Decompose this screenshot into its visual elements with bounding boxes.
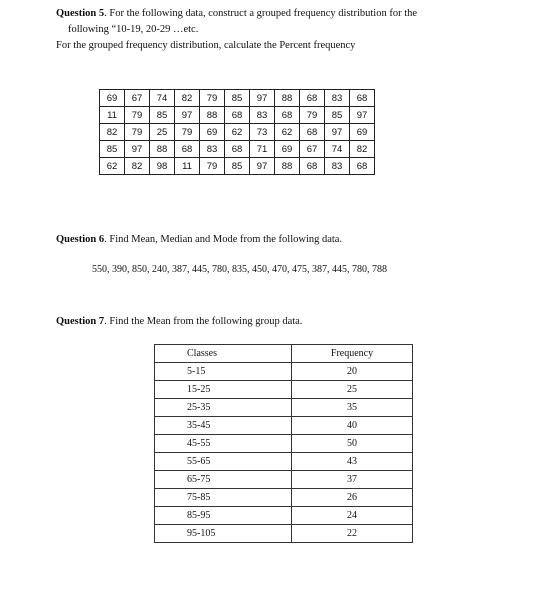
data-cell: 68 <box>300 124 325 141</box>
data-cell: 79 <box>300 107 325 124</box>
data-cell: 25 <box>150 124 175 141</box>
data-cell: 83 <box>325 90 350 107</box>
question-6-text: . Find Mean, Median and Mode from the following data. <box>104 234 343 245</box>
question-5-line2: following “10-19, 20-29 …etc. <box>68 24 199 35</box>
data-cell: 79 <box>175 124 200 141</box>
data-cell: 85 <box>325 107 350 124</box>
frequency-cell: 43 <box>292 453 413 471</box>
question-6-label: Question 6 <box>56 234 105 245</box>
question-5-block <box>56 6 526 54</box>
raw-data-table <box>99 89 375 175</box>
data-cell: 62 <box>100 158 125 175</box>
data-cell: 79 <box>125 107 150 124</box>
data-cell: 62 <box>225 124 250 141</box>
class-cell: 55-65 <box>155 453 292 471</box>
data-cell: 97 <box>250 90 275 107</box>
class-cell: 35-45 <box>155 417 292 435</box>
table-row <box>155 363 413 381</box>
data-cell: 68 <box>300 90 325 107</box>
table-header-row <box>155 345 413 363</box>
class-cell: 45-55 <box>155 435 292 453</box>
question-5-text: . For the following data, construct a grouped frequency distribution for the <box>104 8 418 19</box>
frequency-cell: 50 <box>292 435 413 453</box>
question-7-heading <box>56 315 302 329</box>
data-cell: 67 <box>125 90 150 107</box>
data-cell: 83 <box>325 158 350 175</box>
data-cell: 82 <box>175 90 200 107</box>
data-cell: 97 <box>175 107 200 124</box>
data-cell: 98 <box>150 158 175 175</box>
data-cell: 62 <box>275 124 300 141</box>
table-row <box>155 399 413 417</box>
data-cell: 82 <box>350 141 375 158</box>
data-cell: 68 <box>300 158 325 175</box>
question-7-label: Question 7 <box>56 316 105 327</box>
data-cell: 71 <box>250 141 275 158</box>
data-cell: 97 <box>325 124 350 141</box>
table-row <box>155 453 413 471</box>
class-cell: 75-85 <box>155 489 292 507</box>
class-cell: 5-15 <box>155 363 292 381</box>
frequency-cell: 22 <box>292 525 413 543</box>
table-row <box>100 124 375 141</box>
question-6-heading <box>56 233 342 247</box>
question-5-line3: For the grouped frequency distribution, calculate the Percent frequency <box>56 40 356 51</box>
data-cell: 82 <box>100 124 125 141</box>
data-cell: 85 <box>225 158 250 175</box>
table-row <box>100 158 375 175</box>
frequency-cell: 26 <box>292 489 413 507</box>
grouped-data-table <box>154 344 413 543</box>
data-cell: 68 <box>350 90 375 107</box>
data-cell: 74 <box>150 90 175 107</box>
table-row <box>100 107 375 124</box>
data-cell: 69 <box>275 141 300 158</box>
question-7-text: . Find the Mean from the following group data. <box>104 316 303 327</box>
data-cell: 69 <box>350 124 375 141</box>
class-cell: 15-25 <box>155 381 292 399</box>
data-cell: 68 <box>275 107 300 124</box>
data-cell: 79 <box>200 90 225 107</box>
data-cell: 68 <box>350 158 375 175</box>
data-cell: 69 <box>200 124 225 141</box>
frequency-cell: 24 <box>292 507 413 525</box>
classes-header: Classes <box>155 345 292 363</box>
data-cell: 67 <box>300 141 325 158</box>
data-cell: 73 <box>250 124 275 141</box>
table-row <box>155 507 413 525</box>
data-cell: 85 <box>225 90 250 107</box>
table-row <box>155 471 413 489</box>
frequency-cell: 40 <box>292 417 413 435</box>
data-cell: 79 <box>125 124 150 141</box>
data-cell: 68 <box>225 107 250 124</box>
class-cell: 25-35 <box>155 399 292 417</box>
data-cell: 97 <box>250 158 275 175</box>
data-cell: 74 <box>325 141 350 158</box>
frequency-cell: 37 <box>292 471 413 489</box>
data-cell: 69 <box>100 90 125 107</box>
data-cell: 83 <box>200 141 225 158</box>
frequency-cell: 20 <box>292 363 413 381</box>
table-row <box>155 381 413 399</box>
data-cell: 88 <box>275 90 300 107</box>
frequency-cell: 25 <box>292 381 413 399</box>
data-cell: 82 <box>125 158 150 175</box>
class-cell: 65-75 <box>155 471 292 489</box>
data-cell: 68 <box>225 141 250 158</box>
data-cell: 11 <box>175 158 200 175</box>
data-cell: 85 <box>100 141 125 158</box>
table-row <box>100 90 375 107</box>
data-cell: 97 <box>350 107 375 124</box>
data-cell: 68 <box>175 141 200 158</box>
data-cell: 88 <box>150 141 175 158</box>
table-row <box>155 489 413 507</box>
class-cell: 95-105 <box>155 525 292 543</box>
data-cell: 88 <box>275 158 300 175</box>
table-row <box>155 435 413 453</box>
table-row <box>155 525 413 543</box>
data-cell: 11 <box>100 107 125 124</box>
data-cell: 97 <box>125 141 150 158</box>
table-row <box>100 141 375 158</box>
question-6-data: 550, 390, 850, 240, 387, 445, 780, 835, 450, 470, 475, 387, 445, 780, 788 <box>92 264 387 275</box>
question-5-line1 <box>56 6 526 22</box>
frequency-header: Frequency <box>292 345 413 363</box>
question-5-label: Question 5 <box>56 8 105 19</box>
frequency-cell: 35 <box>292 399 413 417</box>
data-cell: 83 <box>250 107 275 124</box>
data-cell: 88 <box>200 107 225 124</box>
data-cell: 85 <box>150 107 175 124</box>
table-row <box>155 417 413 435</box>
data-cell: 79 <box>200 158 225 175</box>
class-cell: 85-95 <box>155 507 292 525</box>
